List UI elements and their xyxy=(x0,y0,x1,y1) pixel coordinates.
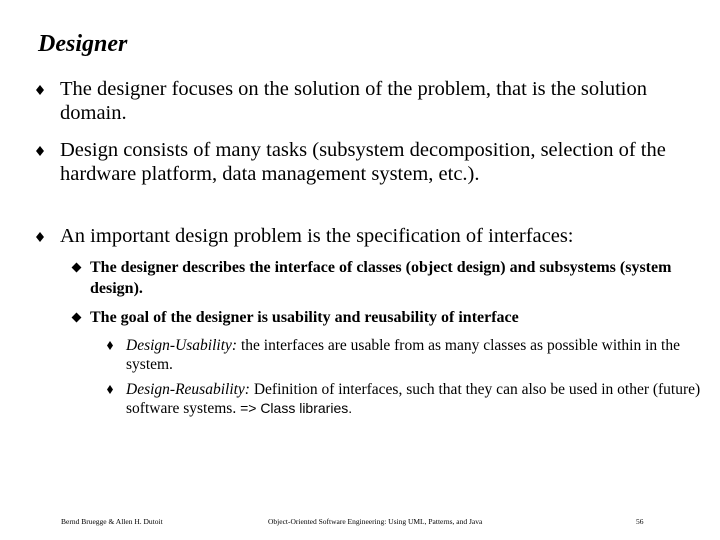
sub-bullet-text: The goal of the designer is usability and reusability of interface xyxy=(90,309,519,326)
class-libraries-text: => Class libraries. xyxy=(240,400,353,416)
sub-sub-bullet-text: the interfaces are usable from as many classes as possible within in the system. xyxy=(126,337,680,373)
sub-bullet-item xyxy=(90,308,690,329)
bullet-item xyxy=(60,78,690,125)
term-design-usability: Design-Usability: xyxy=(126,337,238,354)
sub-sub-bullet-item xyxy=(126,380,701,418)
footer-authors: Bernd Bruegge & Allen H. Dutoit xyxy=(61,517,163,526)
square-bullet-icon xyxy=(72,263,82,273)
diamond-bullet-icon xyxy=(107,385,113,394)
diamond-bullet-icon xyxy=(107,341,113,350)
bullet-item xyxy=(60,225,690,249)
sub-bullet-text: The designer describes the interface of classes (object design) and subsystems (system design). xyxy=(90,259,672,297)
sub-sub-bullet-text: Definition of interfaces, such that they can also be used in other (future) software systems. xyxy=(126,381,701,417)
diamond-bullet-icon xyxy=(36,85,44,95)
sub-sub-bullet-item xyxy=(126,336,701,374)
diamond-bullet-icon xyxy=(36,146,44,156)
bullet-text: Design consists of many tasks (subsystem decomposition, selection of the hardware platform, data management system, etc.). xyxy=(60,139,666,185)
footer-page-number: 56 xyxy=(636,517,644,526)
bullet-text: An important design problem is the specification of interfaces: xyxy=(60,225,574,247)
square-bullet-icon xyxy=(72,313,82,323)
bullet-text: The designer focuses on the solution of the problem, that is the solution domain. xyxy=(60,78,647,124)
sub-bullet-item xyxy=(90,258,690,299)
footer-book-title: Object-Oriented Software Engineering: Using UML, Patterns, and Java xyxy=(268,517,483,526)
term-design-reusability: Design-Reusability: xyxy=(126,381,250,398)
diamond-bullet-icon xyxy=(36,232,44,242)
slide-title: Designer xyxy=(38,31,128,57)
bullet-item xyxy=(60,139,690,186)
